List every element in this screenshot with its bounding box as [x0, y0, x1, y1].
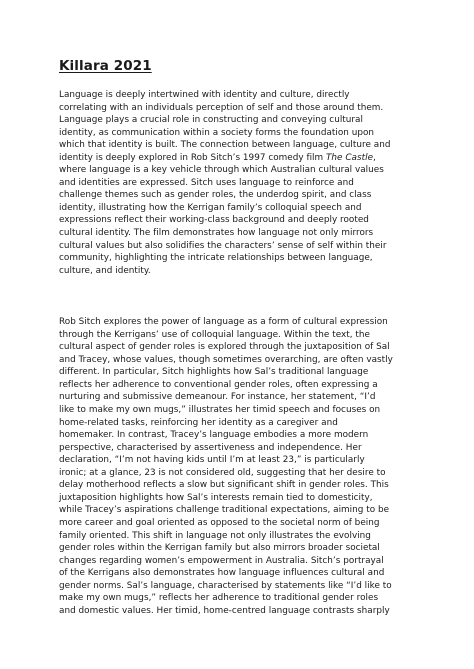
- text-line: juxtaposition highlights how Sal’s interests remain tied to domesticity,: [59, 492, 373, 503]
- text-line: perspective, characterised by assertiveness and independence. Her: [59, 442, 362, 453]
- text-line: changes regarding women’s empowerment in Australia. Sitch’s portrayal: [59, 555, 384, 566]
- text-line: through the Kerrigans’ use of colloquial language. Within the text, the: [59, 329, 370, 340]
- text-line: Rob Sitch explores the power of language as a form of cultural expression: [59, 317, 388, 328]
- text-line: different. In particular, Sitch highlights how Sal’s traditional language: [59, 367, 369, 378]
- text-line: make my own mugs,” reflects her adherence to traditional gender roles: [59, 593, 379, 604]
- document-title: Killara 2021: [59, 58, 152, 74]
- text-line: Language is deeply intertwined with identity and culture, directly: [59, 90, 350, 100]
- text-line: challenge themes such as gender roles, the underdog spirit, and class: [59, 190, 372, 201]
- text-line: identity, illustrating how the Kerrigan family’s colloquial speech and: [59, 202, 362, 213]
- text-run: identity is deeply explored in Rob Sitch’s 1997 comedy film: [59, 152, 326, 163]
- text-line: where language is a key vehicle through which Australian cultural values: [59, 165, 384, 176]
- text-line: and Tracey, whose values, though sometimes overarching, are often vastly: [59, 354, 393, 365]
- text-line: cultural identity. The film demonstrates how language not only mirrors: [59, 228, 374, 239]
- text-line: identity, as communication within a society forms the foundation upon: [59, 127, 375, 138]
- text-line: [59, 152, 424, 165]
- text-line: Language plays a crucial role in constructing and conveying cultural: [59, 115, 363, 126]
- text-line: delay motherhood reflects a slow but significant shift in gender roles. This: [59, 480, 389, 491]
- text-line: homemaker. In contrast, Tracey’s language embodies a more modern: [59, 430, 369, 441]
- text-line: of the Kerrigans also demonstrates how language influences cultural and: [59, 568, 385, 579]
- text-line: nurturing and submissive demeanour. For instance, her statement, “I’d: [59, 392, 376, 403]
- text-line: like to make my own mugs,” illustrates her timid speech and focuses on: [59, 405, 381, 416]
- text-line: and domestic values. Her timid, home-centred language contrasts sharply: [59, 605, 390, 616]
- text-line: and identities are expressed. Sitch uses language to reinforce and: [59, 177, 354, 188]
- text-line: community, highlighting the intricate relationships between language,: [59, 253, 373, 264]
- text-line: cultural aspect of gender roles is explored through the juxtaposition of Sal: [59, 342, 390, 353]
- text-line: culture, and identity.: [59, 265, 151, 276]
- text-line: declaration, “I’m not having kids until I’m at least 23,” is particularly: [59, 455, 365, 466]
- text-line: home-related tasks, reinforcing her identity as a caregiver and: [59, 417, 338, 428]
- text-line: expressions reflect their working-class background and deeply rooted: [59, 215, 369, 226]
- paragraph-body: [59, 316, 424, 617]
- text-line: while Tracey’s aspirations challenge traditional expectations, aiming to be: [59, 505, 390, 516]
- text-line: reflects her adherence to conventional gender roles, often expressing a: [59, 379, 378, 390]
- paragraph-intro: [59, 89, 424, 277]
- text-line: ironic; at a glance, 23 is not considered old, suggesting that her desire to: [59, 467, 386, 478]
- text-run: ,: [373, 152, 376, 163]
- text-line: gender roles within the Kerrigan family but also mirrors broader societal: [59, 543, 380, 554]
- text-line: which that identity is built. The connection between language, culture and: [59, 140, 391, 151]
- text-line: family oriented. This shift in language not only illustrates the evolving: [59, 530, 371, 541]
- text-line: cultural values but also solidifies the characters’ sense of self within their: [59, 240, 387, 251]
- text-line: gender norms. Sal’s language, characterised by statements like “I’d like to: [59, 580, 392, 591]
- paragraph-spacer: [59, 277, 424, 316]
- text-line: correlating with an individuals perception of self and those around them.: [59, 102, 384, 113]
- film-title-italic: The Castle: [326, 152, 374, 163]
- text-line: more career and goal oriented as opposed to the societal norm of being: [59, 517, 380, 528]
